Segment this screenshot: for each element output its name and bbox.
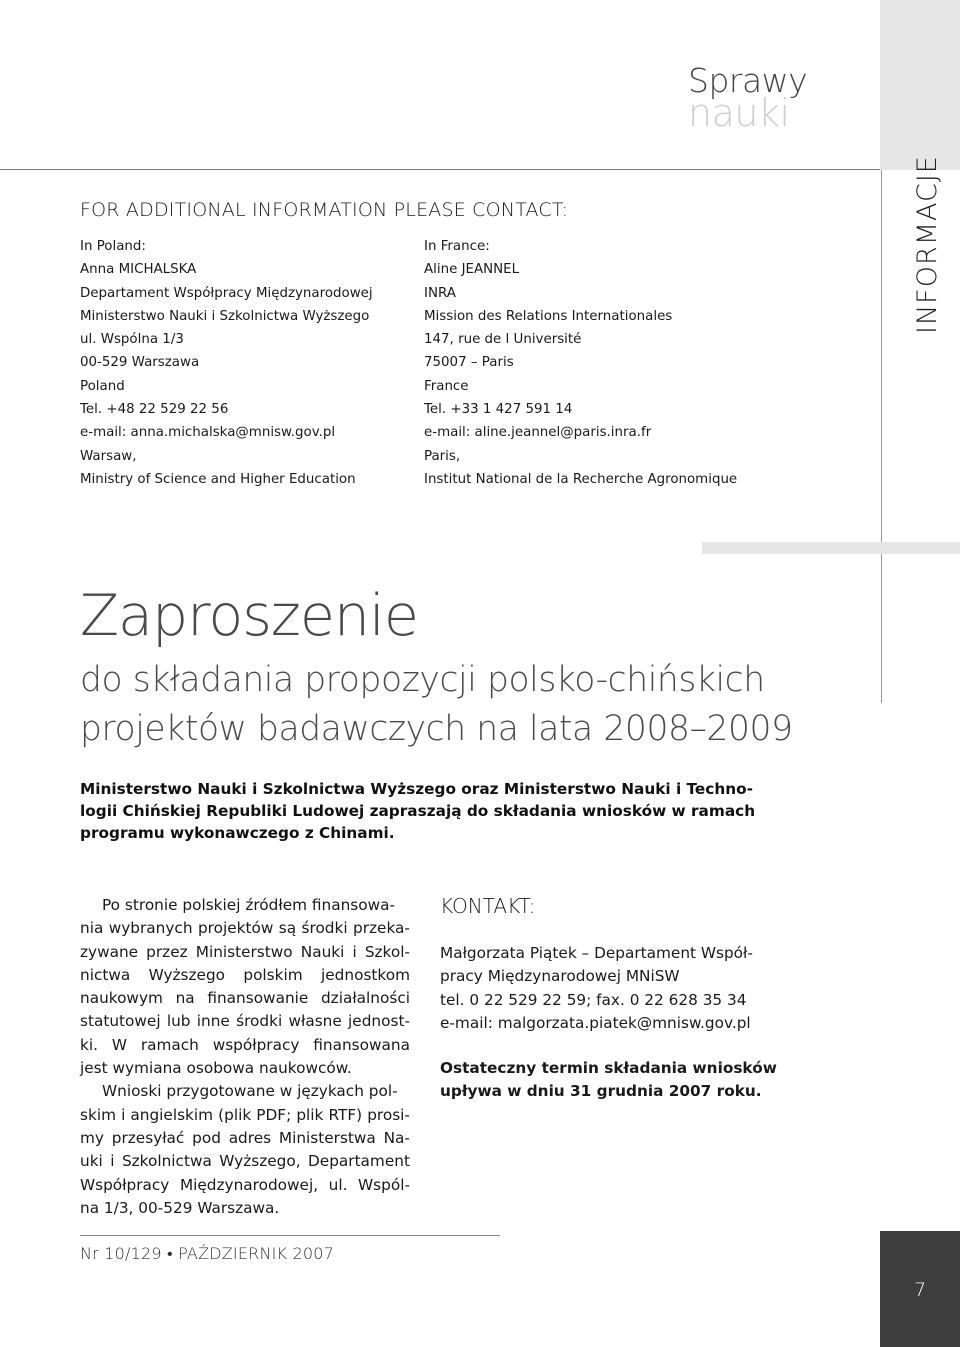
contact-poland-line: In Poland: xyxy=(80,239,146,254)
header-rule xyxy=(0,169,880,170)
subtitle-line: do składania propozycji polsko-chińskich xyxy=(80,660,765,700)
contact-france-line: Institut National de la Recherche Agronomique xyxy=(424,471,738,487)
deadline-line: upływa w dniu 31 grudnia 2007 roku. xyxy=(440,1082,762,1101)
kontakt-line: tel. 0 22 529 22 59; fax. 0 22 628 35 34 xyxy=(440,990,747,1009)
page-number-box xyxy=(880,1231,960,1347)
contact-france-line: France xyxy=(424,378,469,394)
body-p1-line: zywane przez Ministerstwo Nauki i Szkol- xyxy=(80,942,410,961)
contact-france xyxy=(424,235,737,491)
contact-france-line: 75007 – Paris xyxy=(424,355,514,371)
contact-poland-line: Anna MICHALSKA xyxy=(80,262,197,278)
contact-france-line: Paris, xyxy=(424,448,461,464)
body-p1-line: naukowym na finansowanie działalności xyxy=(80,989,410,1008)
article-subtitle xyxy=(80,656,793,754)
page-number: 7 xyxy=(913,1279,927,1301)
kontakt-email[interactable]: e-mail: malgorzata.piatek@mnisw.gov.pl xyxy=(440,1013,751,1032)
contact-france-line: Aline JEANNEL xyxy=(424,262,520,278)
section-label xyxy=(878,155,943,348)
contact-poland-email[interactable]: e-mail: anna.michalska@mnisw.gov.pl xyxy=(80,425,336,441)
contact-poland-line: Ministry of Science and Higher Education xyxy=(80,471,356,487)
article-lead xyxy=(80,778,780,844)
contact-france-line: Mission des Relations Internationales xyxy=(424,308,673,324)
contact-poland-line: Warsaw, xyxy=(80,448,137,464)
right-band xyxy=(880,0,960,170)
body-p2-line: uki i Szkolnictwa Wyższego, Departament xyxy=(80,1152,410,1171)
kontakt-line: pracy Międzynarodowej MNiSW xyxy=(440,967,680,986)
article-body xyxy=(80,894,410,1220)
body-p1-line: nictwa Wyższego polskim jednostkom xyxy=(80,965,410,984)
logo-line-nauki: nauki xyxy=(688,91,790,135)
contact-poland-line: Ministerstwo Nauki i Szkolnictwa Wyższego xyxy=(80,308,370,324)
kontakt-line: Małgorzata Piątek – Departament Współ- xyxy=(440,944,753,962)
contact-poland-line: Poland xyxy=(80,378,125,394)
lead-line: Ministerstwo Nauki i Szkolnictwa Wyższego oraz Ministerstwo Nauki i Techno- xyxy=(80,780,754,798)
contact-poland-line: 00-529 Warszawa xyxy=(80,355,200,371)
kontakt-title: KONTAKT: xyxy=(440,894,536,918)
body-p2-line: Wnioski przygotowane w językach pol- xyxy=(102,1082,398,1101)
body-p2-line: Współpracy Międzynarodowej, ul. Wspól- xyxy=(80,1175,410,1194)
lead-line: logii Chińskiej Republiki Ludowej zapraszają do składania wniosków w ramach xyxy=(80,802,756,820)
magazine-logo xyxy=(688,61,808,135)
lead-line: programu wykonawczego z Chinami. xyxy=(80,824,395,842)
body-p1-line: Po stronie polskiej źródłem finansowa- xyxy=(102,896,396,914)
contact-poland xyxy=(80,235,373,491)
kontakt-body xyxy=(440,942,780,1035)
issue-info: Nr 10/129 • PAŹDZIERNIK 2007 xyxy=(80,1244,335,1263)
body-p2-line: na 1/3, 00-529 Warszawa. xyxy=(80,1198,280,1217)
contact-france-line: INRA xyxy=(424,285,456,301)
article-title: Zaproszenie xyxy=(80,583,418,649)
contact-france-line: In France: xyxy=(424,239,490,254)
contact-france-line: Tel. +33 1 427 591 14 xyxy=(424,402,573,418)
body-p1-line: statutowej lub inne środki własne jednost- xyxy=(80,1012,410,1031)
contact-title: FOR ADDITIONAL INFORMATION PLEASE CONTACT: xyxy=(80,199,569,221)
contact-poland-line: Departament Współpracy Międzynarodowej xyxy=(80,285,373,301)
contact-poland-line: Tel. +48 22 529 22 56 xyxy=(80,402,229,418)
gray-strip xyxy=(702,542,960,554)
body-p2-line: my przesyłać pod adres Ministerstwa Na- xyxy=(80,1128,410,1147)
contact-france-email[interactable]: e-mail: aline.jeannel@paris.inra.fr xyxy=(424,425,652,441)
footer-rule xyxy=(80,1235,500,1236)
subtitle-line: projektów badawczych na lata 2008–2009 xyxy=(80,709,793,749)
contact-france-line: 147, rue de l Université xyxy=(424,332,582,348)
section-label-text: INFORMACJE xyxy=(912,155,943,334)
body-p2-line: skim i angielskim (plik PDF; plik RTF) prosi- xyxy=(80,1105,410,1124)
contact-poland-line: ul. Wspólna 1/3 xyxy=(80,332,184,348)
deadline-line: Ostateczny termin składania wniosków xyxy=(440,1059,777,1077)
body-p1-line: nia wybranych projektów są środki przeka- xyxy=(80,919,410,938)
body-p1-line: jest wymiana osobowa naukowców. xyxy=(80,1059,352,1078)
deadline-note xyxy=(440,1057,777,1104)
body-p1-line: ki. W ramach współpracy finansowana xyxy=(80,1035,410,1054)
logo-line-sprawy: Sprawy xyxy=(688,61,808,100)
